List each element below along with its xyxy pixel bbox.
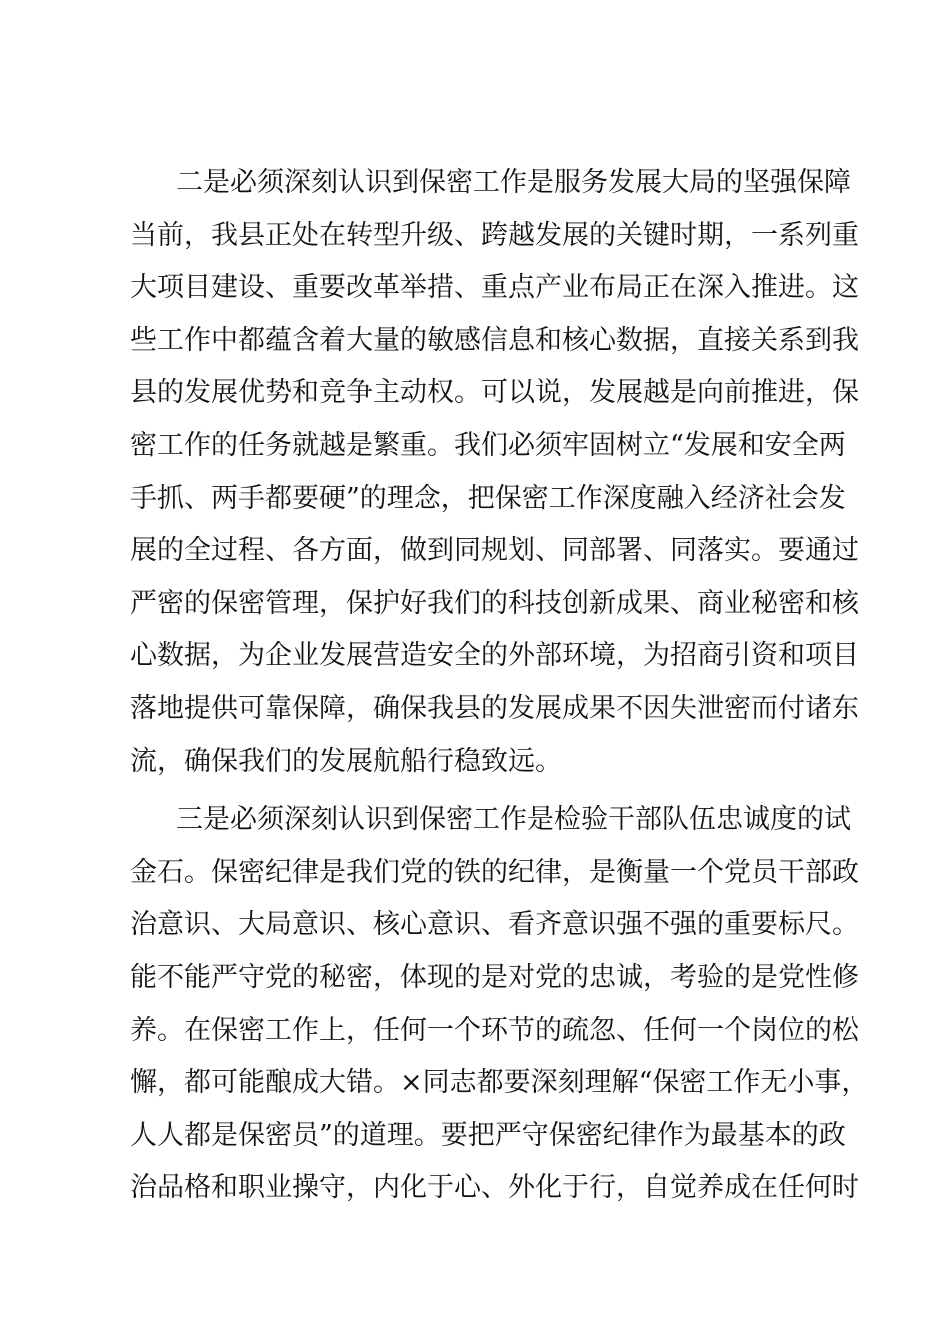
text-line: 些工作中都蕴含着大量的敏感信息和核心数据，直接关系到我: [130, 324, 859, 356]
text-line: 当前，我县正处在转型升级、跨越发展的关键时期，一系列重: [130, 219, 859, 251]
text-line: 手抓、两手都要硬”的理念，把保密工作深度融入经济社会发: [130, 482, 846, 514]
document-body: [130, 157, 869, 1215]
paragraph-2: [130, 157, 859, 788]
text-line: 县的发展优势和竞争主动权。可以说，发展越是向前推进，保: [130, 377, 859, 409]
text-line: 严密的保密管理，保护好我们的科技创新成果、商业秘密和核: [130, 587, 859, 619]
text-line: 人人都是保密员”的道理。要把严守保密纪律作为最基本的政: [130, 1119, 846, 1151]
text-line: 三是必须深刻认识到保密工作是检验干部队伍忠诚度的试: [176, 804, 851, 836]
text-line: 心数据，为企业发展营造安全的外部环境，为招商引资和项目: [130, 640, 859, 672]
text-line: 落地提供可靠保障，确保我县的发展成果不因失泄密而付诸东: [130, 692, 859, 724]
text-line: 大项目建设、重要改革举措、重点产业布局正在深入推进。这: [130, 272, 859, 304]
text-line: 密工作的任务就越是繁重。我们必须牢固树立“发展和安全两: [130, 429, 846, 461]
paragraph-3: [130, 794, 869, 1215]
text-line: 能不能严守党的秘密，体现的是对党的忠诚，考验的是党性修: [130, 961, 859, 993]
text-line: 流，确保我们的发展航船行稳致远。: [130, 745, 562, 777]
text-line: 懈，都可能酿成大错。×同志都要深刻理解“保密工作无小事，: [130, 1067, 869, 1099]
text-line: 二是必须深刻认识到保密工作是服务发展大局的坚强保障: [176, 167, 851, 198]
text-line: 展的全过程、各方面，做到同规划、同部署、同落实。要通过: [130, 535, 859, 567]
text-line: 养。在保密工作上，任何一个环节的疏忽、任何一个岗位的松: [130, 1014, 859, 1046]
text-line: 治意识、大局意识、核心意识、看齐意识强不强的重要标尺。: [130, 909, 859, 941]
text-line: 治品格和职业操守，内化于心、外化于行，自觉养成在任何时: [130, 1172, 859, 1204]
text-line: 金石。保密纪律是我们党的铁的纪律，是衡量一个党员干部政: [130, 856, 859, 888]
